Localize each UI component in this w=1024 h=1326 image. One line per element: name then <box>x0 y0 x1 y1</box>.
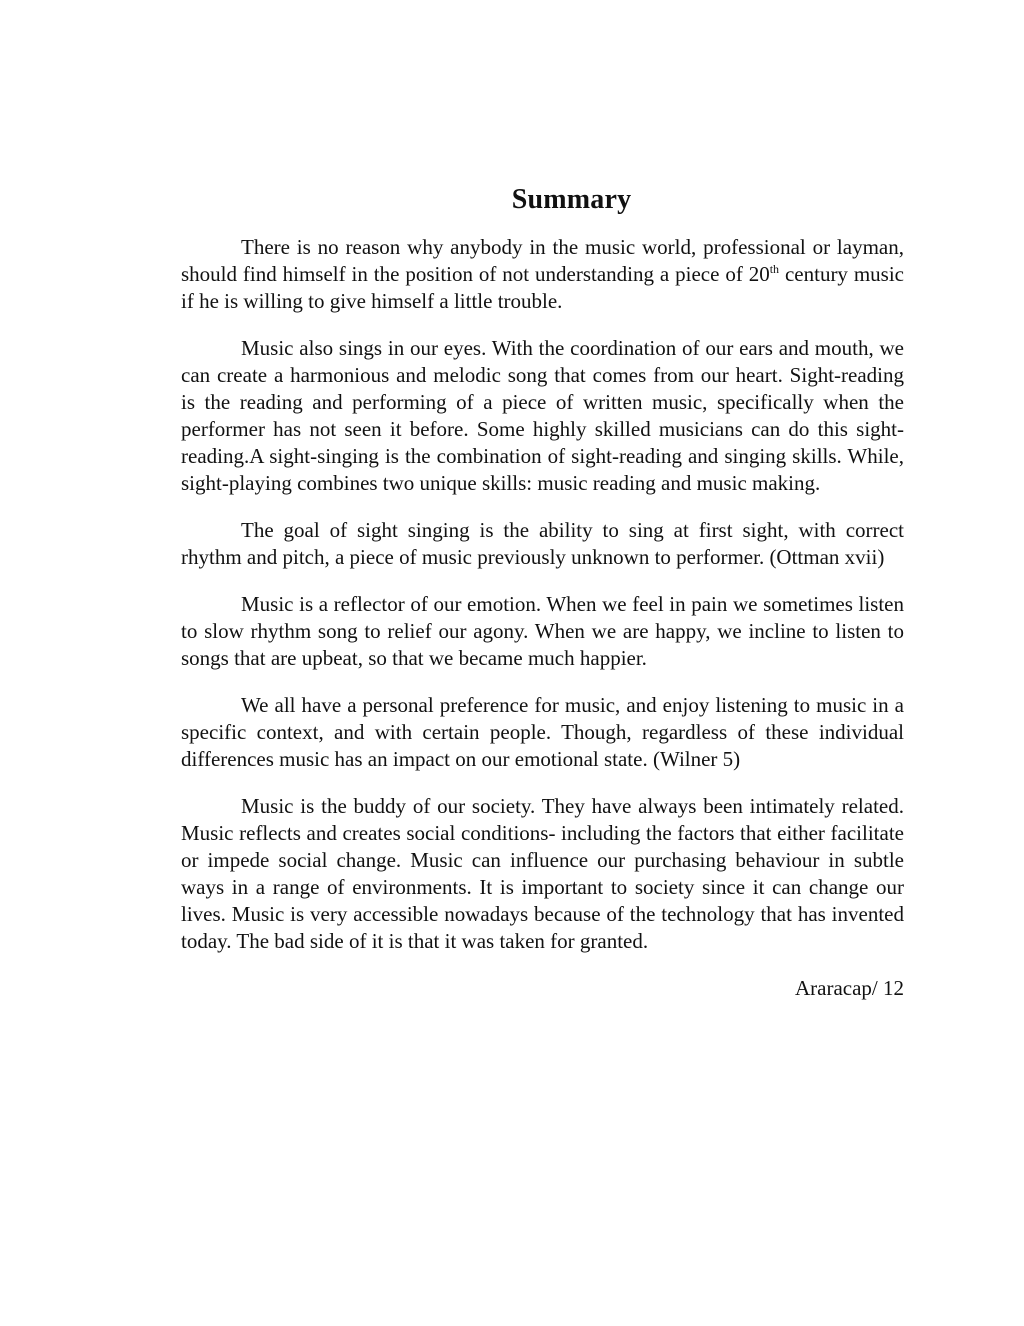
paragraph-4: Music is a reflector of our emotion. When we feel in pain we sometimes listen to slow rhythm song to relief our agony. When we are happy, we incline to listen to songs that are upbeat, so that we became much happier. <box>181 592 904 670</box>
document-page <box>181 180 904 1002</box>
paragraph-1-text-end: century music if he is willing to give himself a little trouble. <box>181 262 904 313</box>
paragraph-5: We all have a personal preference for music, and enjoy listening to music in a specific context, and with certain people. Though, regardless of these individual differences music has an impact on our emotional state. (Wilner 5) <box>181 693 904 771</box>
author-page-signature: Araracap/ 12 <box>794 976 904 1000</box>
paragraph-1-text-start: There is no reason why anybody in the music world, professional or layman, should find himself in the position of not understanding a piece of 20 <box>181 235 904 286</box>
paragraph-1 <box>181 234 904 315</box>
paragraph-6: Music is the buddy of our society. They have always been intimately related. Music reflects and creates social conditions- including the factors that either facilitate or impede social change. Music can influence our purchasing behaviour in subtle ways in a range of environments. It is important to society since it can change our lives. Music is very accessible nowadays because of the technology that has invented today. The bad side of it is that it was taken for granted. <box>181 794 904 953</box>
paragraph-3: The goal of sight singing is the ability to sing at first sight, with correct rhythm and pitch, a piece of music previously unknown to performer. (Ottman xvii) <box>181 518 904 569</box>
paragraph-2: Music also sings in our eyes. With the coordination of our ears and mouth, we can create a harmonious and melodic song that comes from our heart. Sight-reading is the reading and performing of a piece of written music, specifically when the performer has not seen it before. Some highly skilled musicians can do this sight-reading.A sight-singing is the combination of sight-reading and singing skills. While, sight-playing combines two unique skills: music reading and music making. <box>181 336 904 495</box>
ordinal-superscript: th <box>769 262 780 276</box>
document-title: Summary <box>511 184 632 215</box>
